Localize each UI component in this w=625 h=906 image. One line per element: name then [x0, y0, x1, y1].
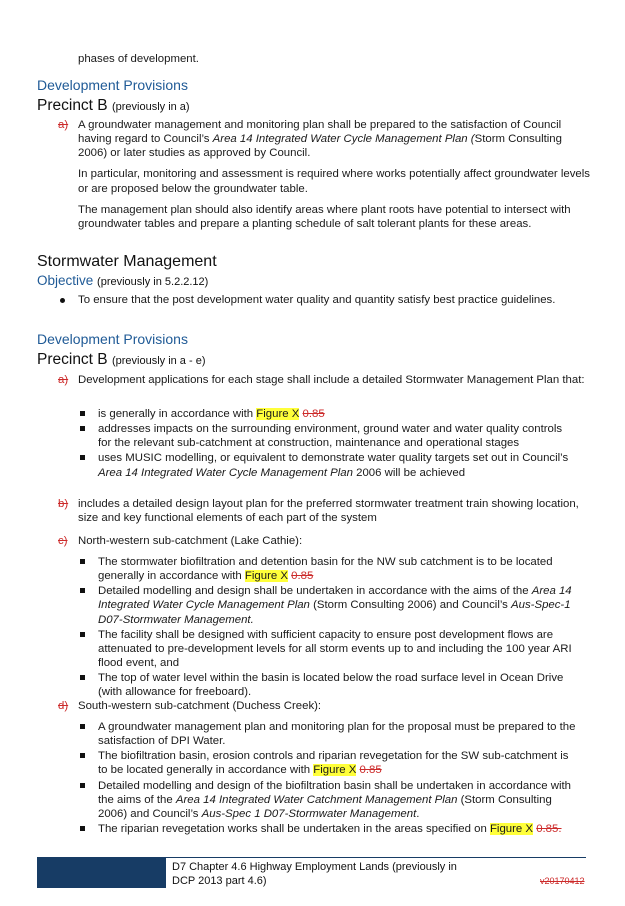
figure-ref: Figure X — [489, 822, 534, 835]
footer-title: D7 Chapter 4.6 Highway Employment Lands (previously in DCP 2013 part 4.6) — [172, 861, 457, 887]
figure-ref: Figure X — [313, 764, 357, 777]
list-item: The top of water level within the basin is located below the road surface level in Ocean Drive (with allowance for freeboard). — [78, 671, 578, 699]
provision-item-b: b) includes a detailed design layout plan for the preferred stormwater treatment train showing location, size and key functional elements of each part of the system — [58, 498, 579, 525]
precinct-heading — [37, 96, 190, 115]
item-a-bullets — [78, 407, 578, 481]
list-item: uses MUSIC modelling, or equivalent to demonstrate water quality targets set out in Council’s Area 14 Integrated Water Cycle Management Plan 2006 will be achieved — [78, 451, 578, 479]
paragraph: A groundwater management and monitoring plan shall be prepared to the satisfaction of Council having regard to Council’s Area 14 Integrated Water Cycle Management Plan (Storm Consulting 2006) or later studies as approved by Council. — [78, 119, 562, 160]
list-item: A groundwater management plan and monitoring plan for the proposal must be prepared to the satisfaction of DPI Water. — [78, 720, 578, 748]
figure-ref: Figure X — [244, 570, 288, 583]
list-item: The riparian revegetation works shall be undertaken in the areas specified on Figure X 0.85. — [78, 822, 578, 836]
item-c-bullets — [78, 555, 578, 700]
paragraph: In particular, monitoring and assessment is required where works potentially affect groundwater levels or are proposed below the groundwater table. — [78, 168, 590, 195]
list-item: The facility shall be designed with sufficient capacity to ensure post development flows are attenuated to pre-development levels for all storm events up to and including the 100 year ARI flood event, and — [78, 628, 578, 670]
provision-item-c: c) North-western sub-catchment (Lake Cathie): — [58, 535, 303, 547]
item-marker: a) — [58, 119, 69, 131]
precinct-title: Precinct B — [37, 97, 108, 114]
list-item: addresses impacts on the surrounding environment, ground water and water quality controls for the relevant sub-catchment at construction, maintenance and operational stages — [78, 422, 578, 450]
list-item: Detailed modelling and design shall be undertaken in accordance with the aims of the Area 14 Integrated Water Cycle Management Plan (Storm Consulting 2006) and Council’s Aus-Spec-1 D07-Stormwater Management. — [78, 584, 578, 626]
list-item: The biofiltration basin, erosion controls and riparian revegetation for the SW sub-catchment is to be located generally in accordance with Figure X 0.85 — [78, 749, 578, 777]
continuation-text: phases of development. — [78, 53, 199, 65]
objective-heading: Objective (previously in 5.2.2.12) — [37, 273, 209, 288]
footer-bar — [37, 857, 166, 888]
list-item: is generally in accordance with Figure X 0.85 — [78, 407, 578, 421]
provision-item-d: d) South-western sub-catchment (Duchess Creek): — [58, 700, 322, 712]
precinct-heading-2: Precinct B (previously in a - e) — [37, 351, 206, 368]
figure-ref: Figure X — [256, 408, 300, 420]
precinct-note: (previously in a) — [111, 101, 190, 113]
provision-item-a2: a) Development applications for each stage shall include a detailed Stormwater Management Plan that: — [58, 374, 585, 386]
footer-version: v20170412 — [540, 876, 585, 886]
bullet-dot — [60, 298, 65, 303]
item-d-bullets — [78, 720, 578, 837]
paragraph: The management plan should also identify areas where plant roots have potential to intersect with groundwater tables and prepare a planting schedule of salt tolerant plants for these areas. — [78, 203, 571, 230]
stormwater-heading: Stormwater Management — [37, 253, 217, 270]
footer-rule — [166, 857, 586, 858]
development-provisions-heading-2: Development Provisions — [37, 331, 188, 347]
groundwater-paragraphs — [78, 118, 590, 238]
objective-bullet: To ensure that the post development water quality and quantity satisfy best practice guidelines. — [60, 293, 580, 307]
list-item: Detailed modelling and design of the biofiltration basin shall be undertaken in accordance with the aims of the Area 14 Integrated Water Catchment Management Plan (Storm Consulting 2006) and Council’s Aus-Spec 1 D07-Stormwater Management. — [78, 779, 578, 821]
development-provisions-heading: Development Provisions — [37, 77, 188, 93]
list-item: The stormwater biofiltration and detention basin for the NW sub catchment is to be located generally in accordance with Figure X 0.85 — [78, 555, 578, 583]
